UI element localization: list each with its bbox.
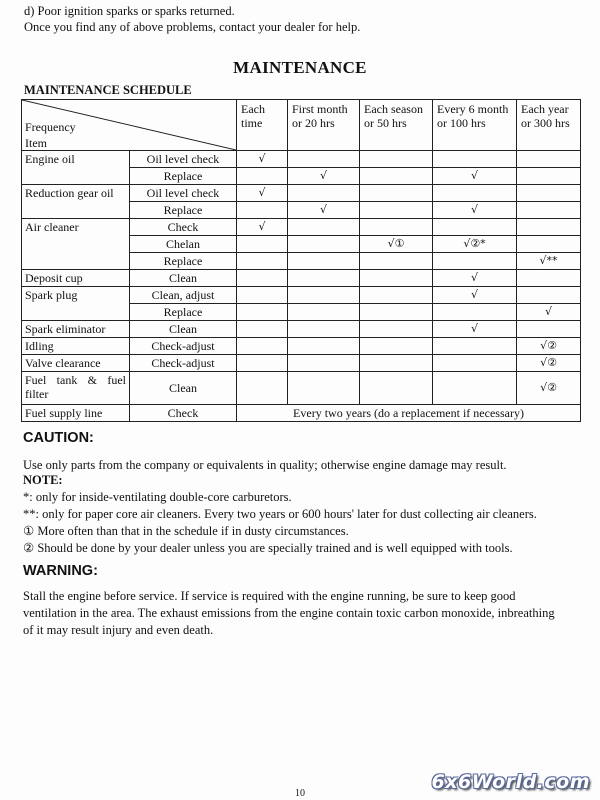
mark-cell — [288, 304, 360, 321]
mark-cell — [433, 338, 517, 355]
mark-cell: √① — [360, 236, 433, 253]
mark-cell — [288, 355, 360, 372]
mark-cell — [237, 304, 288, 321]
mark-cell — [288, 253, 360, 270]
page-number: 10 — [295, 788, 305, 799]
mark-cell — [360, 338, 433, 355]
mark-cell — [237, 270, 288, 287]
mark-cell: √②* — [433, 236, 517, 253]
caution-heading: CAUTION: — [23, 430, 94, 446]
column-header: Each time — [237, 100, 288, 151]
mark-cell — [360, 372, 433, 405]
mark-cell — [517, 236, 581, 253]
note-line: ① More often than that in the schedule if in dusty circumstances. — [23, 524, 349, 538]
mark-cell: √ — [288, 202, 360, 219]
mark-cell — [237, 355, 288, 372]
note-heading: NOTE: — [23, 473, 63, 487]
mark-cell: √② — [517, 338, 581, 355]
item-cell: Fuel supply line — [22, 405, 130, 422]
top-line-1: d) Poor ignition sparks or sparks returned. — [24, 4, 235, 18]
item-cell: Deposit cup — [22, 270, 130, 287]
mark-cell — [288, 287, 360, 304]
header-frequency: Frequency — [25, 120, 76, 134]
mark-cell: √② — [517, 372, 581, 405]
item-cell: Engine oil — [22, 151, 130, 185]
header-diagonal-cell — [22, 100, 237, 151]
mark-cell — [360, 321, 433, 338]
mark-cell — [517, 151, 581, 168]
mark-cell: √ — [237, 185, 288, 202]
mark-cell — [433, 219, 517, 236]
watermark-logo: 6x6World.com — [431, 771, 590, 793]
mark-cell — [288, 236, 360, 253]
table-row — [22, 338, 581, 355]
mark-cell — [237, 372, 288, 405]
caution-text: Use only parts from the company or equivalents in quality; otherwise engine damage may result. — [23, 458, 507, 472]
mark-cell — [433, 355, 517, 372]
mark-cell: √ — [433, 287, 517, 304]
mark-cell — [360, 270, 433, 287]
mark-cell: √ — [433, 168, 517, 185]
table-row — [22, 321, 581, 338]
table-row — [22, 287, 581, 304]
mark-cell — [433, 372, 517, 405]
mark-cell — [288, 321, 360, 338]
mark-cell — [360, 355, 433, 372]
note-line: **: only for paper core air cleaners. Every two years or 600 hours' later for dust collecting air cleaners. — [23, 507, 537, 521]
column-header: Each year or 300 hrs — [517, 100, 581, 151]
task-cell: Clean — [130, 321, 237, 338]
mark-cell: √ — [433, 321, 517, 338]
mark-cell: √ — [517, 304, 581, 321]
item-cell: Valve clearance — [22, 355, 130, 372]
mark-cell: √② — [517, 355, 581, 372]
mark-cell: √ — [288, 168, 360, 185]
table-row — [22, 219, 581, 236]
warning-line: Stall the engine before service. If service is required with the engine running, be sure to keep good — [23, 589, 516, 603]
task-cell: Oil level check — [130, 151, 237, 168]
mark-cell — [360, 304, 433, 321]
maintenance-schedule-table — [21, 99, 581, 422]
mark-cell — [288, 372, 360, 405]
table-row — [22, 270, 581, 287]
warning-heading: WARNING: — [23, 563, 98, 579]
task-cell: Check — [130, 405, 237, 422]
mark-cell — [360, 168, 433, 185]
fuel-supply-note: Every two years (do a replacement if necessary) — [237, 405, 581, 422]
task-cell: Clean — [130, 270, 237, 287]
item-cell: Spark eliminator — [22, 321, 130, 338]
header-item: Item — [25, 136, 47, 150]
mark-cell — [360, 219, 433, 236]
schedule-title: MAINTENANCE SCHEDULE — [24, 83, 192, 97]
item-cell: Spark plug — [22, 287, 130, 321]
mark-cell — [360, 287, 433, 304]
task-cell: Replace — [130, 304, 237, 321]
mark-cell — [288, 151, 360, 168]
task-cell: Clean — [130, 372, 237, 405]
mark-cell — [517, 168, 581, 185]
item-cell: Fuel tank & fuel filter — [22, 372, 130, 405]
table-row — [22, 185, 581, 202]
item-cell: Air cleaner — [22, 219, 130, 270]
note-line: *: only for inside-ventilating double-core carburetors. — [23, 490, 292, 504]
mark-cell — [517, 185, 581, 202]
mark-cell — [517, 321, 581, 338]
mark-cell — [433, 185, 517, 202]
mark-cell — [237, 321, 288, 338]
mark-cell — [433, 253, 517, 270]
task-cell: Chelan — [130, 236, 237, 253]
warning-line: of it may result injury and even death. — [23, 623, 214, 637]
item-cell: Idling — [22, 338, 130, 355]
mark-cell — [237, 236, 288, 253]
task-cell: Oil level check — [130, 185, 237, 202]
item-cell: Reduction gear oil — [22, 185, 130, 219]
mark-cell — [360, 202, 433, 219]
column-header: Every 6 month or 100 hrs — [433, 100, 517, 151]
mark-cell — [360, 185, 433, 202]
mark-cell — [517, 270, 581, 287]
mark-cell — [360, 253, 433, 270]
mark-cell — [517, 287, 581, 304]
table-row — [22, 355, 581, 372]
task-cell: Clean, adjust — [130, 287, 237, 304]
mark-cell — [517, 202, 581, 219]
mark-cell — [288, 270, 360, 287]
task-cell: Check-adjust — [130, 338, 237, 355]
column-header: Each season or 50 hrs — [360, 100, 433, 151]
mark-cell — [237, 202, 288, 219]
task-cell: Replace — [130, 253, 237, 270]
page-title: MAINTENANCE — [233, 58, 367, 77]
table-row — [22, 405, 581, 422]
mark-cell: √ — [237, 151, 288, 168]
mark-cell — [237, 168, 288, 185]
mark-cell — [237, 287, 288, 304]
mark-cell — [433, 151, 517, 168]
mark-cell: √ — [433, 202, 517, 219]
mark-cell: √** — [517, 253, 581, 270]
column-header: First month or 20 hrs — [288, 100, 360, 151]
mark-cell — [433, 304, 517, 321]
top-line-2: Once you find any of above problems, contact your dealer for help. — [24, 20, 361, 34]
task-cell: Replace — [130, 202, 237, 219]
note-line: ② Should be done by your dealer unless you are specially trained and is well equipped with tools. — [23, 541, 513, 555]
table-row — [22, 372, 581, 405]
task-cell: Check — [130, 219, 237, 236]
mark-cell — [288, 185, 360, 202]
mark-cell: √ — [237, 219, 288, 236]
task-cell: Replace — [130, 168, 237, 185]
mark-cell — [360, 151, 433, 168]
mark-cell — [517, 219, 581, 236]
table-row — [22, 151, 581, 168]
task-cell: Check-adjust — [130, 355, 237, 372]
mark-cell — [237, 253, 288, 270]
mark-cell — [288, 219, 360, 236]
mark-cell: √ — [433, 270, 517, 287]
mark-cell — [288, 338, 360, 355]
warning-line: ventilation in the area. The exhaust emissions from the engine contain toxic carbon monoxide, inbreathing — [23, 606, 555, 620]
table-header-row — [22, 100, 581, 151]
mark-cell — [237, 338, 288, 355]
